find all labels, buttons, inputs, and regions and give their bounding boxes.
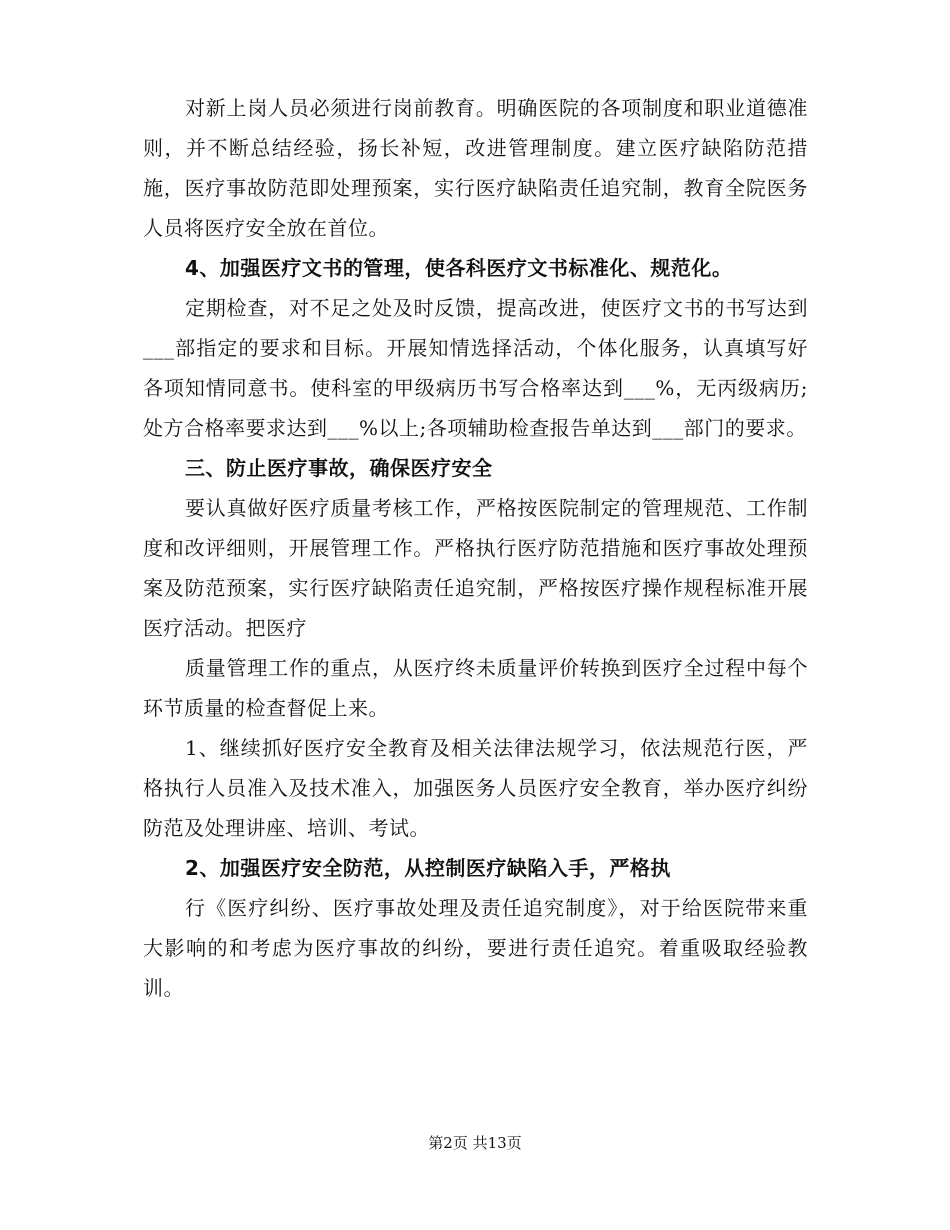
- paragraph-quality: 要认真做好医疗质量考核工作，严格按医院制定的管理规范、工作制度和改评细则，开展管理工作。严格执行医疗防范措施和医疗事故处理预案及防范预案，实行医疗缺陷责任追究制，严格按医疗操作规程标准开展医疗活动。把医疗: [143, 496, 808, 640]
- section-heading-3: 三、防止医疗事故，确保医疗安全: [185, 456, 493, 480]
- paragraph-intro: 对新上岗人员必须进行岗前教育。明确医院的各项制度和职业道德准则，并不断总结经验，扬长补短，改进管理制度。建立医疗缺陷防范措施，医疗事故防范即处理预案，实行医疗缺陷责任追究制，教育全院医务人员将医疗安全放在首位。: [143, 96, 808, 240]
- section-heading-2: 2、加强医疗安全防范，从控制医疗缺陷入手，严格执: [185, 856, 671, 880]
- paragraph-safety-education: 1、继续抓好医疗安全教育及相关法律法规学习，依法规范行医，严格执行人员准入及技术准入，加强医务人员医疗安全教育，举办医疗纠纷防范及处理讲座、培训、考试。: [143, 736, 808, 840]
- page-number: 第2页 共13页: [428, 1134, 522, 1152]
- paragraph-quality-focus: 质量管理工作的重点，从医疗终未质量评价转换到医疗全过程中每个环节质量的检查督促上来。: [143, 656, 808, 720]
- paragraph-responsibility: 行《医疗纠纷、医疗事故处理及责任追究制度》，对于给医院带来重大影响的和考虑为医疗事故的纠纷，要进行责任追究。着重吸取经验教训。: [143, 896, 808, 1000]
- paragraph-documents: 定期检查，对不足之处及时反馈，提高改进，使医疗文书的书写达到___部指定的要求和目标。开展知情选择活动，个体化服务，认真填写好各项知情同意书。使科室的甲级病历书写合格率达到___%，无丙级病历;处方合格率要求达到___%以上;各项辅助检查报告单达到___部门的要求。: [143, 296, 808, 440]
- document-body: [143, 88, 808, 1008]
- section-heading-4: 4、加强医疗文书的管理，使各科医疗文书标准化、规范化。: [185, 256, 733, 280]
